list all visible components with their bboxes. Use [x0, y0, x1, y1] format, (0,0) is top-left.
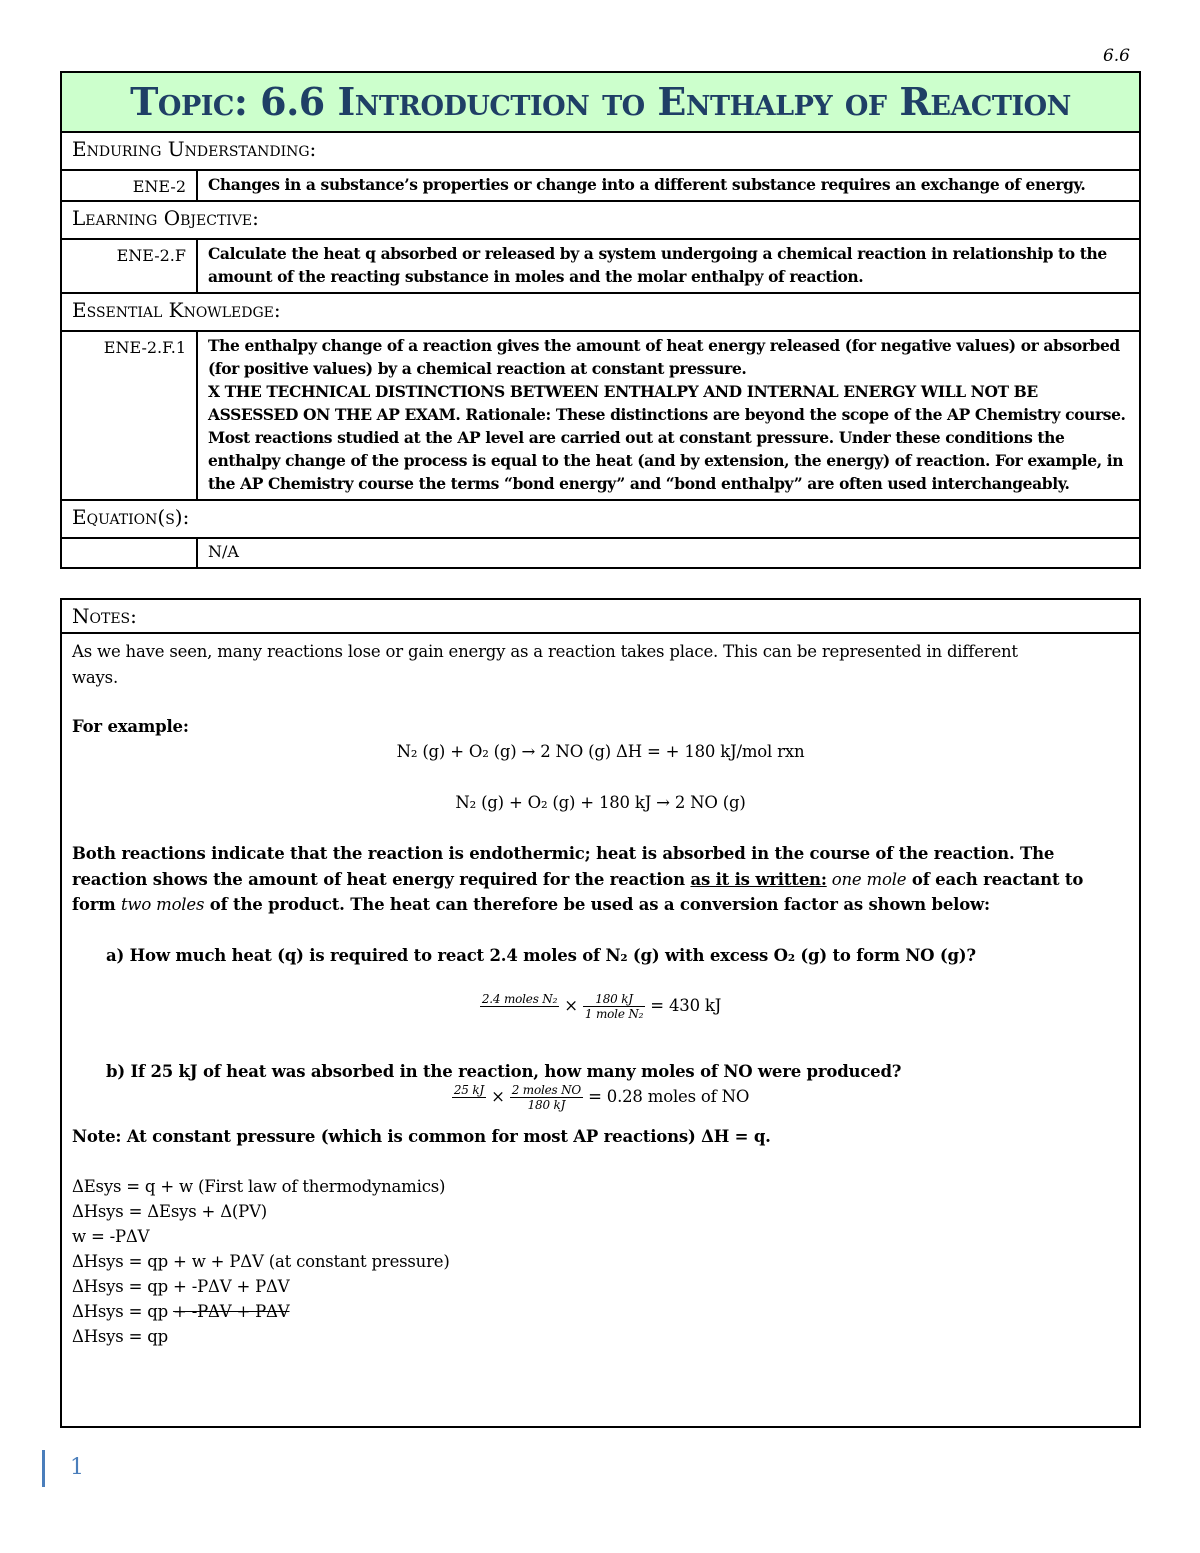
para-3-italic: two moles	[121, 895, 205, 914]
page-number: 1	[70, 1455, 84, 1480]
calc-a-frac-1	[480, 992, 559, 1021]
knowledge-text	[197, 331, 1140, 500]
knowledge-code: ENE-2.F.1	[61, 331, 197, 500]
knowledge-text-2: X THE TECHNICAL DISTINCTIONS BETWEEN ENTHALPY AND INTERNAL ENERGY WILL NOT BE ASSESSED ON THE AP EXAM. Rationale: These distinctions are beyond the scope of the AP Chemistry course. Most reactions studied at the AP level are carried out at constant pressure. Under these conditions the enthalpy change of the process is equal to the heat (and by extension, the energy) of reaction. For example, in the AP Chemistry course the terms “bond energy” and “bond enthalpy” are often used interchangeably.	[208, 382, 1126, 493]
thermo-line-6	[72, 1302, 289, 1321]
calc-a-num-1: 2.4 moles N₂	[481, 992, 558, 1006]
question-a: a) How much heat (q) is required to react 2.4 moles of N₂ (g) with excess O₂ (g) to form NO (g)?	[106, 946, 976, 965]
enduring-code: ENE-2	[61, 170, 197, 201]
page-label: 6.6	[1102, 46, 1130, 66]
equation-heading: Equation(s):	[61, 500, 1140, 538]
calc-a-times: ×	[564, 996, 578, 1015]
notes-intro-1: As we have seen, many reactions lose or gain energy as a reaction takes place. This can be represented in different	[72, 642, 1018, 661]
objective-text: Calculate the heat q absorbed or released by a system undergoing a chemical reaction in relationship to the amount of the reacting substance in moles and the molar enthalpy of reaction.	[197, 239, 1140, 293]
calc-a-den-2: 1 mole N₂	[584, 1007, 644, 1021]
equation-code-empty	[61, 538, 197, 568]
thermo-line-4: ΔHsys = qp + w + PΔV (at constant pressure)	[72, 1252, 450, 1271]
calc-b-num-1: 25 kJ	[453, 1083, 485, 1097]
calc-b-times: ×	[491, 1087, 505, 1106]
notes-paragraph-2	[72, 870, 1083, 889]
notes-intro-2: ways.	[72, 668, 118, 687]
calc-b-num-2: 2 moles NO	[511, 1083, 582, 1097]
topic-table	[60, 71, 1141, 569]
equation-2: N₂ (g) + O₂ (g) + 180 kJ → 2 NO (g)	[455, 793, 746, 812]
thermo-line-6-start: ΔHsys = qp	[72, 1302, 174, 1321]
objective-code: ENE-2.F	[61, 239, 197, 293]
equation-1: N₂ (g) + O₂ (g) → 2 NO (g) ΔH = + 180 kJ/mol rxn	[396, 742, 805, 761]
calculation-b	[62, 1083, 1139, 1112]
notes-constant-pressure: Note: At constant pressure (which is common for most AP reactions) ΔH = q.	[72, 1127, 771, 1146]
calc-b-frac-2	[510, 1083, 583, 1112]
notes-paragraph-3	[72, 895, 990, 914]
question-b: b) If 25 kJ of heat was absorbed in the reaction, how many moles of NO were produced?	[106, 1062, 902, 1081]
thermo-line-1: ΔEsys = q + w (First law of thermodynamics)	[72, 1177, 446, 1196]
calculation-a	[62, 992, 1139, 1021]
para-3-end: of the product. The heat can therefore be used as a conversion factor as shown below:	[204, 895, 990, 914]
thermo-line-7: ΔHsys = qp	[72, 1327, 169, 1346]
calc-b-result: = 0.28 moles of NO	[588, 1087, 750, 1106]
para-2-end: of each reactant to	[906, 870, 1084, 889]
para-2-underlined: as it is written:	[690, 870, 827, 889]
thermo-line-6-struck: + -PΔV + PΔV	[173, 1302, 290, 1321]
notes-example-label: For example:	[72, 717, 189, 736]
thermo-line-5: ΔHsys = qp + -PΔV + PΔV	[72, 1277, 290, 1296]
calc-b-den-2: 180 kJ	[527, 1098, 566, 1112]
notes-box	[60, 598, 1141, 1428]
calc-b-frac-1	[452, 1083, 486, 1112]
thermo-line-2: ΔHsys = ΔEsys + Δ(PV)	[72, 1202, 268, 1221]
para-3-start: form	[72, 895, 121, 914]
equation-value: N/A	[197, 538, 1140, 568]
enduring-heading: Enduring Understanding:	[61, 132, 1140, 170]
para-2-italic: one mole	[826, 870, 907, 889]
notes-heading: Notes:	[62, 600, 1139, 634]
para-2-start: reaction shows the amount of heat energy required for the reaction	[72, 870, 691, 889]
notes-paragraph-1: Both reactions indicate that the reaction is endothermic; heat is absorbed in the course of the reaction. The	[72, 844, 1055, 863]
topic-title: Topic: 6.6 Introduction to Enthalpy of Reaction	[61, 72, 1140, 132]
footer-bar	[42, 1450, 45, 1487]
calc-a-frac-2	[583, 992, 645, 1021]
objective-heading: Learning Objective:	[61, 201, 1140, 239]
knowledge-heading: Essential Knowledge:	[61, 293, 1140, 331]
thermo-line-3: w = -PΔV	[72, 1227, 150, 1246]
knowledge-text-1: The enthalpy change of a reaction gives the amount of heat energy released (for negative values) or absorbed (for positive values) by a chemical reaction at constant pressure.	[208, 336, 1120, 378]
enduring-text: Changes in a substance’s properties or change into a different substance requires an exchange of energy.	[197, 170, 1140, 201]
calc-a-result: = 430 kJ	[650, 996, 722, 1015]
calc-a-num-2: 180 kJ	[583, 992, 645, 1007]
